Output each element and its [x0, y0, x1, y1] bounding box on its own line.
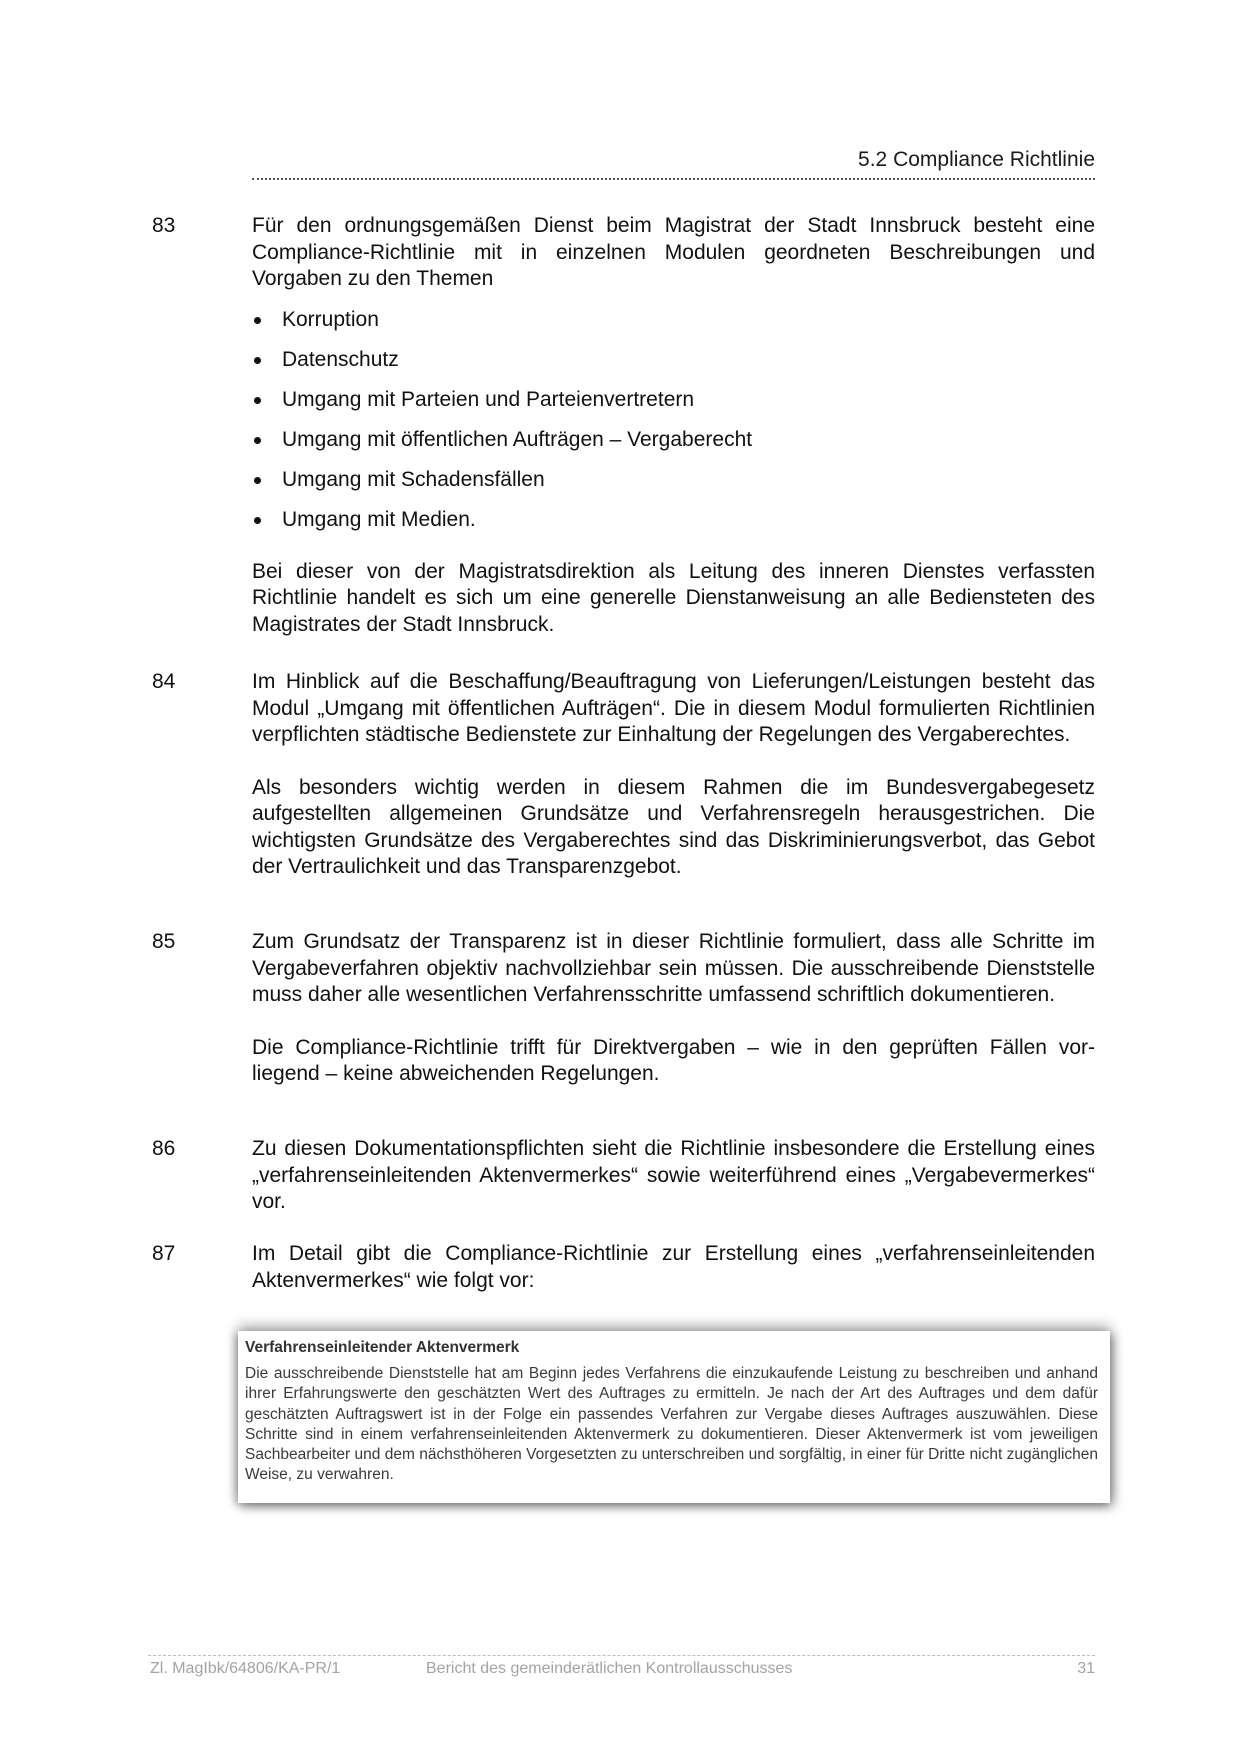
paragraph-84: [152, 669, 1095, 881]
section-title: 5.2 Compliance Richtlinie: [858, 148, 1095, 171]
paragraph-number: 86: [152, 1137, 176, 1160]
page-footer: [148, 1655, 1095, 1684]
document-reference: Zl. MagIbk/64806/KA-PR/1: [150, 1660, 341, 1677]
footer-dashed-rule: [148, 1655, 1095, 1656]
list-item: Umgang mit Schadensfällen: [252, 467, 1095, 494]
bullet-icon: [254, 477, 261, 484]
paragraph-text: Für den ordnungsgemäßen Dienst beim Magistrat der Stadt Innsbruck besteht eine Compliance-Richtlinie mit in einzelnen Modulen geordneten Beschreibungen und Vorgaben zu den Themen: [252, 214, 1095, 290]
excerpt-body: Die ausschreibende Dienststelle hat am Beginn jedes Verfahrens die einzukaufende Leistung zu beschreiben und anhand ihrer Erfahrungswerte den geschätzten Wert des Auftrages zu ermitteln. Je nach der Art des Auftrages und dem dafür geschätzten Auftragswert ist in der Folge ein passendes Verfahren zur Vergabe dieses Auftrages auszuwählen. Diese Schritte sind in einem verfahrenseinleitenden Aktenvermerk zu dokumentieren. Dieser Aktenvermerk ist vom jeweiligen Sachbearbeiter und dem nächsthöheren Vorgesetzten zu unterschreiben und sorgfältig, in einer für Dritte nicht zugänglichen Weise, zu verwahren.: [245, 1365, 1098, 1484]
paragraph-number: 84: [152, 670, 176, 693]
paragraph-text: Die Compliance-Richtlinie trifft für Direktvergaben – wie in den geprüften Fällen vor-liegend – keine abweichenden Regelungen.: [252, 1035, 1095, 1085]
list-item: Umgang mit öffentlichen Aufträgen – Vergaberecht: [252, 427, 1095, 454]
paragraph-number: 85: [152, 930, 176, 953]
bullet-icon: [254, 317, 261, 324]
header-dotted-rule: [252, 178, 1095, 180]
paragraph-85: [152, 929, 1095, 1088]
paragraph-text: Zum Grundsatz der Transparenz ist in dieser Richtlinie formuliert, dass alle Schritte im Vergabeverfahren objektiv nachvollziehbar sein müssen. Die ausschreibende Dienststelle muss daher alle wesentlichen Verfahrensschritte umfassend schriftlich dokumentieren.: [252, 930, 1095, 1006]
page-number: 31: [1077, 1660, 1095, 1677]
excerpt-title: Verfahrenseinleitender Aktenvermerk: [245, 1339, 520, 1356]
list-item: Datenschutz: [252, 347, 1095, 374]
paragraph-number: 83: [152, 214, 176, 237]
list-item: Umgang mit Parteien und Parteienvertretern: [252, 387, 1095, 414]
paragraph-text: Bei dieser von der Magistratsdirektion als Leitung des inneren Dienstes verfassten Richtlinie handelt es sich um eine generelle Dienstanweisung an alle Bediensteten des Magistrates der Stadt Innsbruck.: [252, 559, 1095, 636]
list-item: Umgang mit Medien.: [252, 507, 1095, 534]
paragraph-text: Zu diesen Dokumentationspflichten sieht die Richtlinie insbesondere die Erstellung eines „verfahrenseinleitenden Aktenvermerkes“ sowie weiterführend eines „Vergabevermerkes“ vor.: [252, 1137, 1095, 1213]
list-item: Korruption: [252, 307, 1095, 334]
topics-list: [252, 307, 1095, 534]
paragraph-text: Im Detail gibt die Compliance-Richtlinie zur Erstellung eines „verfahrenseinleitenden Aktenvermerkes“ wie folgt vor:: [252, 1242, 1095, 1292]
paragraph-87: [152, 1241, 1095, 1294]
bullet-icon: [254, 437, 261, 444]
page-header: [252, 146, 1095, 180]
report-title: Bericht des gemeinderätlichen Kontrollausschusses: [426, 1660, 793, 1677]
paragraph-text: Im Hinblick auf die Beschaffung/Beauftragung von Lieferungen/Leistungen besteht das Modul „Umgang mit öffentlichen Aufträgen“. Die in diesem Modul formulierten Richtlinien verpflichten städtische Bedienstete zur Einhaltung der Regelungen des Vergaberechtes.: [252, 670, 1095, 746]
quoted-excerpt-box: [238, 1331, 1110, 1503]
bullet-icon: [254, 397, 261, 404]
paragraph-text: Als besonders wichtig werden in diesem Rahmen die im Bundesvergabegesetz aufgestellten allgemeinen Grundsätze und Verfahrensregeln herausgestrichen. Die wichtigsten Grundsätze des Vergaberechtes sind das Diskriminierungsverbot, das Gebot der Vertraulichkeit und das Transparenzgebot.: [252, 775, 1095, 878]
paragraph-86: [152, 1136, 1095, 1216]
bullet-icon: [254, 517, 261, 524]
paragraph-83: [152, 213, 1095, 638]
bullet-icon: [254, 357, 261, 364]
paragraph-number: 87: [152, 1242, 176, 1265]
